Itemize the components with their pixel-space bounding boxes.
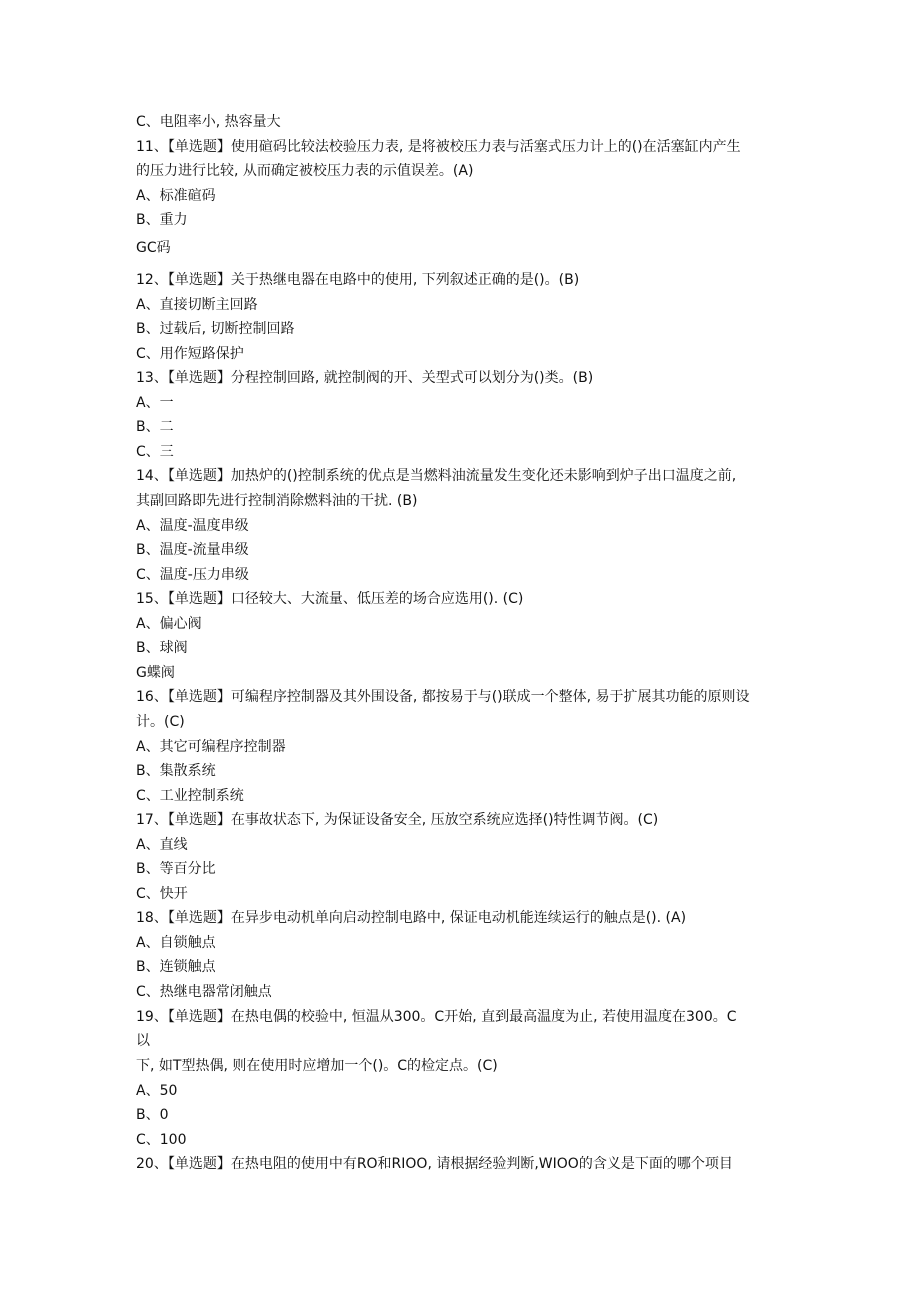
question-14: 14、【单选题】加热炉的()控制系统的优点是当燃料油流量发生变化还未影响到炉子出口温度之前, [136,468,737,484]
text-line: 的压力进行比较, 从而确定被校压力表的示值误差。(A) [136,163,474,179]
option-line: B、温度-流量串级 [136,542,249,558]
option-line: A、偏心阀 [136,616,202,632]
question-19: 19、【单选题】在热电偶的校验中, 恒温从300。C开始, 直到最高温度为止, 若使用温度在300。C [136,1009,737,1025]
text-line: 以 [136,1033,150,1049]
option-line: B、0 [136,1107,169,1123]
option-line: GC码 [136,240,171,256]
option-line: C、用作短路保护 [136,346,244,362]
option-line: A、标准碹码 [136,188,216,204]
question-18: 18、【单选题】在异步电动机单向启动控制电路中, 保证电动机能连续运行的触点是(). (A) [136,910,687,926]
question-12: 12、【单选题】关于热继电器在电路中的使用, 下列叙述正确的是()。(B) [136,272,580,288]
text-line: 下, 如T型热偶, 则在使用时应增加一个()。C的检定点。(C) [136,1058,498,1074]
option-line: A、50 [136,1083,178,1099]
option-line: A、一 [136,395,174,411]
option-line: A、直线 [136,837,188,853]
question-17: 17、【单选题】在事故状态下, 为保证设备安全, 压放空系统应选择()特性调节阀。(C) [136,812,659,828]
option-line: B、等百分比 [136,861,216,877]
question-13: 13、【单选题】分程控制回路, 就控制阀的开、关型式可以划分为()类。(B) [136,370,594,386]
question-11: 11、【单选题】使用碹码比较法校验压力表, 是将被校压力表与活塞式压力计上的()在活塞缸内产生 [136,139,741,155]
option-line: C、工业控制系统 [136,788,244,804]
question-20: 20、【单选题】在热电阻的使用中有RO和RIOO, 请根据经验判断,WIOO的含义是下面的哪个项目 [136,1156,733,1172]
option-line: B、连锁触点 [136,959,216,975]
option-line: C、快开 [136,886,188,902]
text-line: C、电阻率小, 热容量大 [136,114,281,130]
option-line: B、球阀 [136,640,188,656]
option-line: A、其它可编程序控制器 [136,739,286,755]
text-line: 计。(C) [136,714,185,730]
option-line: A、温度-温度串级 [136,518,249,534]
option-line: C、100 [136,1132,187,1148]
option-line: C、三 [136,444,174,460]
option-line: A、自锁触点 [136,935,216,951]
option-line: B、集散系统 [136,763,216,779]
option-line: B、重力 [136,212,188,228]
option-line: B、二 [136,419,174,435]
text-line: 其副回路即先进行控制消除燃料油的干扰. (B) [136,493,418,509]
option-line: A、直接切断主回路 [136,297,258,313]
option-line: G蝶阀 [136,665,175,681]
option-line: C、温度-压力串级 [136,567,249,583]
option-line: C、热继电器常闭触点 [136,984,272,1000]
question-16: 16、【单选题】可编程序控制器及其外围设备, 都按易于与()联成一个整体, 易于扩展其功能的原则设 [136,689,750,705]
option-line: B、过载后, 切断控制回路 [136,321,295,337]
question-15: 15、【单选题】口径较大、大流量、低压差的场合应选用(). (C) [136,591,524,607]
